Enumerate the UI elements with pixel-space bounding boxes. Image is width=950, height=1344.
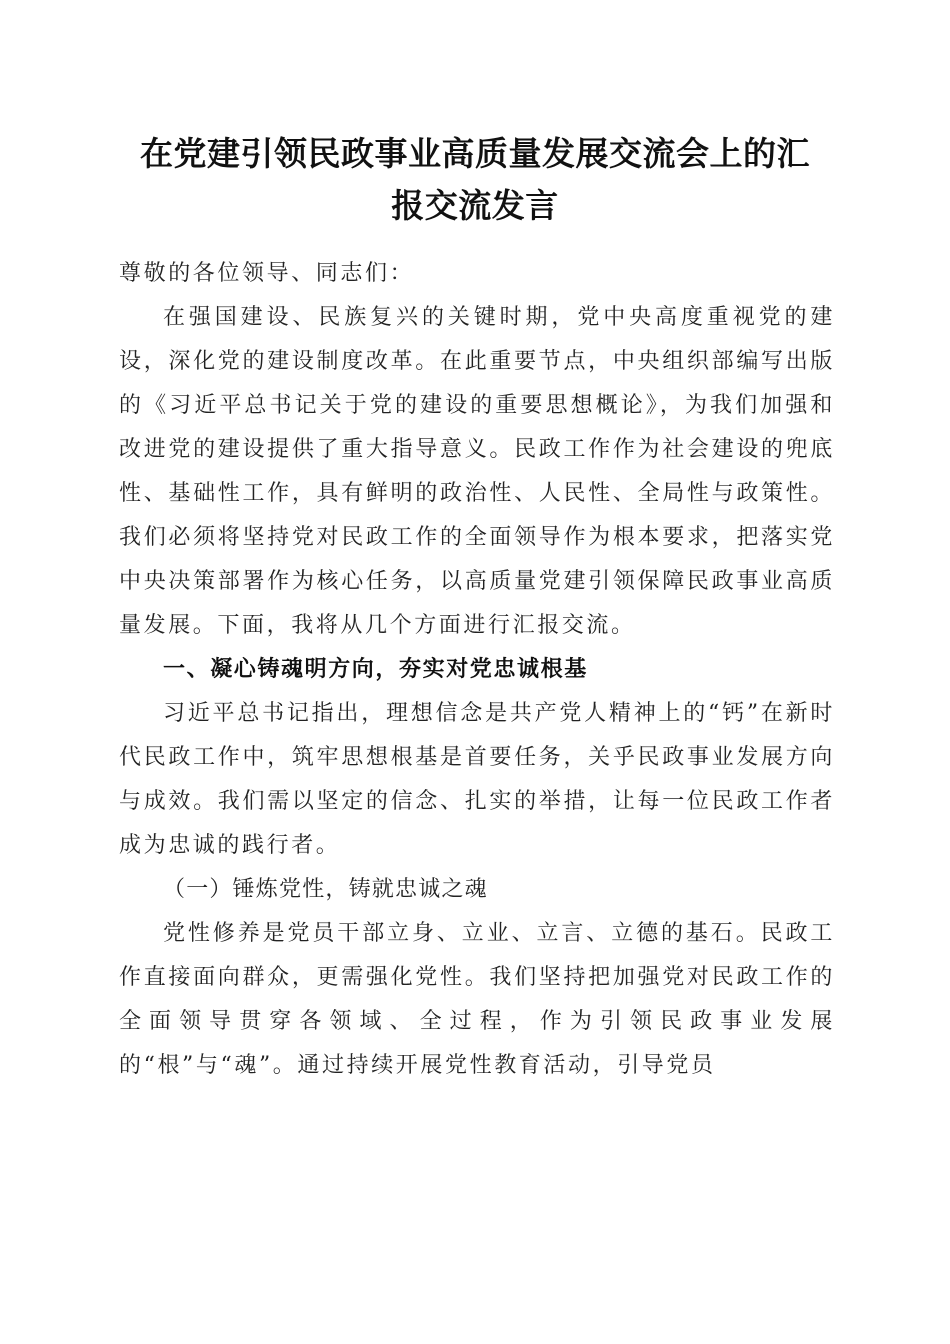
title-line-1: 在党建引领民政事业高质量发展交流会上的汇 [140,134,810,173]
section-1-paragraph: 习近平总书记指出，理想信念是共产党人精神上的“钙”在新时代民政工作中，筑牢思想根基是首要任务，关乎民政事业发展方向与成效。我们需以坚定的信念、扎实的举措，让每一位民政工作者成为忠诚的践行者。 [119,701,835,858]
greeting: 尊敬的各位领导、同志们： [119,261,415,286]
document-title [100,128,850,232]
section-heading-1: 一、凝心铸魂明方向，夯实对党忠诚根基 [163,657,588,682]
document-body [119,252,835,1088]
subsection-heading-1: （一）锤炼党性，铸就忠诚之魂 [163,877,488,902]
subsection-1-paragraph: 党性修养是党员干部立身、立业、立言、立德的基石。民政工作直接面向群众，更需强化党性。我们坚持把加强党对民政工作的全面领导贯穿各领域、全过程，作为引领民政事业发展的“根”与“魂”。通过持续开展党性教育活动，引导党员 [119,921,835,1078]
title-line-2: 报交流发言 [391,186,559,225]
intro-paragraph: 在强国建设、民族复兴的关键时期，党中央高度重视党的建设，深化党的建设制度改革。在此重要节点，中央组织部编写出版的《习近平总书记关于党的建设的重要思想概论》，为我们加强和改进党的建设提供了重大指导意义。民政工作作为社会建设的兜底性、基础性工作，具有鲜明的政治性、人民性、全局性与政策性。我们必须将坚持党对民政工作的全面领导作为根本要求，把落实党中央决策部署作为核心任务，以高质量党建引领保障民政事业高质量发展。下面，我将从几个方面进行汇报交流。 [119,305,835,638]
